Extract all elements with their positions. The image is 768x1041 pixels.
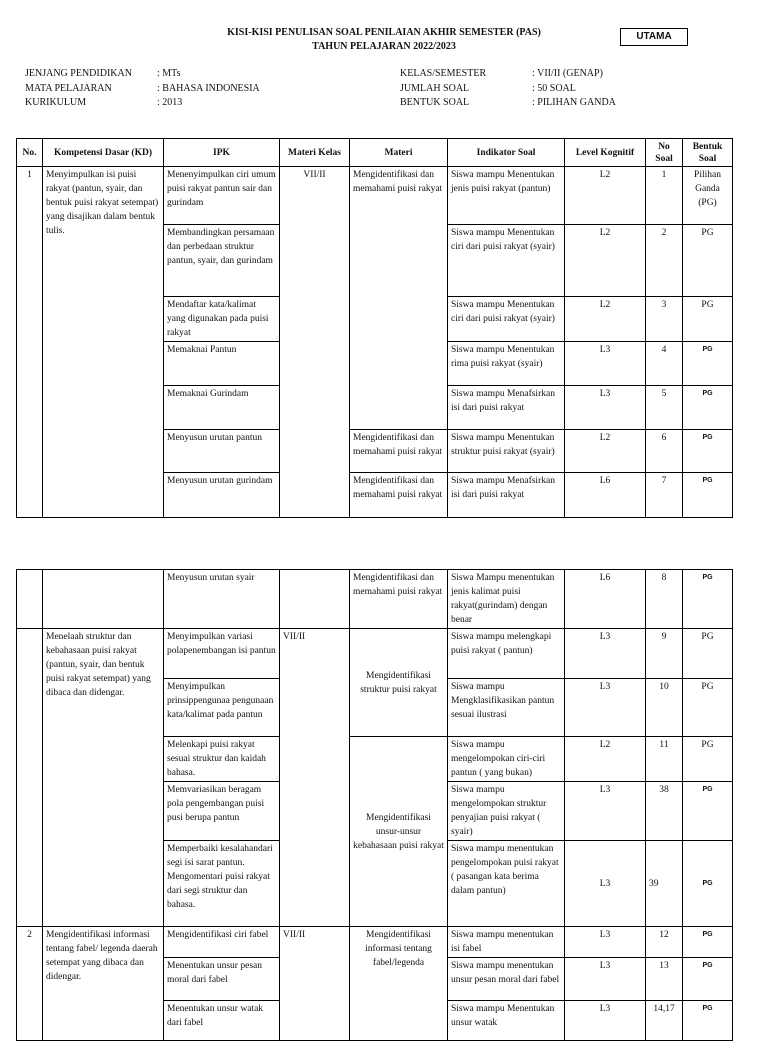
level-cell: L3 [565, 841, 646, 927]
kelas-cell [280, 570, 350, 629]
level-cell: L6 [565, 570, 646, 629]
ipk-cell: Menenyimpulkan ciri umum puisi rakyat pantun sair dan gurindam [164, 167, 280, 225]
indikator-cell: Siswa mampu menentukan unsur pesan moral dari fabel [448, 958, 565, 1001]
row-number [17, 570, 43, 629]
no-soal-cell: 39 [646, 841, 683, 927]
bentuk-cell: Pilihan Ganda (PG) [683, 167, 733, 225]
indikator-cell: Siswa mampu mengelompokan ciri-ciri pantun ( yang bukan) [448, 737, 565, 782]
ipk-cell: Mengidentifikasi ciri fabel [164, 927, 280, 958]
meta-label: JENJANG PENDIDIKAN [25, 68, 132, 79]
level-cell: L3 [565, 629, 646, 679]
ipk-cell: Menentukan unsur pesan moral dari fabel [164, 958, 280, 1001]
no-soal-cell: 6 [646, 430, 683, 473]
meta-value: : PILIHAN GANDA [532, 97, 616, 108]
meta-value: : 2013 [157, 97, 183, 108]
no-soal-cell: 10 [646, 679, 683, 737]
level-cell: L2 [565, 737, 646, 782]
no-soal-cell: 11 [646, 737, 683, 782]
indikator-cell: Siswa mampu Menentukan rima puisi rakyat (syair) [448, 342, 565, 386]
no-soal-cell: 12 [646, 927, 683, 958]
meta-value: : MTs [157, 68, 181, 79]
no-soal-cell: 14,17 [646, 1001, 683, 1041]
indikator-cell: Siswa mampu Menentukan struktur puisi rakyat (syair) [448, 430, 565, 473]
kd-cell: Menelaah struktur dan kebahasaan puisi rakyat (pantun, syair, dan bentuk puisi rakyat setempat) yang dibaca dan didengar. [43, 629, 164, 927]
indikator-cell: Siswa mampu Menafsirkan isi dari puisi rakyat [448, 386, 565, 430]
materi-cell: Mengidentifikasi dan memahami puisi rakyat [350, 473, 448, 518]
table-header-row [17, 139, 733, 167]
bentuk-cell: PG [683, 629, 733, 679]
materi-cell: Mengidentifikasi dan memahami puisi rakyat [350, 430, 448, 473]
materi-cell: Mengidentifikasi dan memahami puisi rakyat [350, 167, 448, 430]
kelas-cell: VII/II [280, 927, 350, 1041]
no-soal-cell: 2 [646, 225, 683, 297]
bentuk-cell: PG [683, 473, 733, 518]
no-soal-cell: 4 [646, 342, 683, 386]
col-header: Kompetensi Dasar (KD) [43, 139, 164, 167]
bentuk-cell: PG [683, 927, 733, 958]
col-header: No Soal [646, 139, 683, 167]
col-header: Materi [350, 139, 448, 167]
col-header: Level Kognitif [565, 139, 646, 167]
meta-row [25, 96, 260, 111]
ipk-cell: Menyimpulkan variasi polapenembangan isi pantun [164, 629, 280, 679]
bentuk-cell: PG [683, 958, 733, 1001]
bentuk-cell: PG [683, 782, 733, 841]
materi-cell: Mengidentifikasi struktur puisi rakyat [350, 629, 448, 737]
meta-label: BENTUK SOAL [400, 97, 470, 108]
indikator-cell: Siswa mampu menentukan isi fabel [448, 927, 565, 958]
row-number: 1 [17, 167, 43, 518]
bentuk-cell: PG [683, 297, 733, 342]
level-cell: L2 [565, 430, 646, 473]
materi-cell: Mengidentifikasi unsur-unsur kebahasaan puisi rakyat [350, 737, 448, 927]
ipk-cell: Menyusun urutan pantun [164, 430, 280, 473]
kd-cell: Menyimpulkan isi puisi rakyat (pantun, syair, dan bentuk puisi rakyat setempat) yang disajikan dalam bentuk tulis. [43, 167, 164, 518]
level-cell: L3 [565, 342, 646, 386]
meta-label: KURIKULUM [25, 97, 87, 108]
bentuk-cell: PG [683, 225, 733, 297]
level-cell: L3 [565, 679, 646, 737]
meta-left [25, 67, 260, 111]
ipk-cell: Menentukan unsur watak dari fabel [164, 1001, 280, 1041]
blueprint-table-2 [16, 569, 733, 1041]
indikator-cell: Siswa Mampu menentukan jenis kalimat puisi rakyat(gurindam) dengan benar [448, 570, 565, 629]
bentuk-cell: PG [683, 570, 733, 629]
meta-label: JUMLAH SOAL [400, 82, 470, 94]
bentuk-cell: PG [683, 342, 733, 386]
level-cell: L3 [565, 927, 646, 958]
meta-value: : 50 SOAL [532, 82, 576, 94]
bentuk-cell: PG [683, 737, 733, 782]
ipk-cell: Menyimpulkan prinsippengunaa pengunaan kata/kalimat pada pantun [164, 679, 280, 737]
col-header: No. [17, 139, 43, 167]
no-soal-cell: 9 [646, 629, 683, 679]
bentuk-cell: PG [683, 430, 733, 473]
col-header: Bentuk Soal [683, 139, 733, 167]
no-soal-cell: 7 [646, 473, 683, 518]
no-soal-cell: 13 [646, 958, 683, 1001]
ipk-cell: Memvariasikan beragam pola pengembangan puisi pusi berupa pantun [164, 782, 280, 841]
indikator-cell: Siswa mampu menentukan pengelompokan puisi rakyat ( pasangan kata berima dalam pantun) [448, 841, 565, 927]
bentuk-cell: PG [683, 841, 733, 927]
blueprint-table-1 [16, 138, 733, 518]
bentuk-cell: PG [683, 1001, 733, 1041]
indikator-cell: Siswa mampu Mengklasifikasikan pantun sesuai ilustrasi [448, 679, 565, 737]
level-cell: L2 [565, 167, 646, 225]
level-cell: L6 [565, 473, 646, 518]
col-header: Indikator Soal [448, 139, 565, 167]
col-header: IPK [164, 139, 280, 167]
title-line-1: KISI-KISI PENULISAN SOAL PENILAIAN AKHIR SEMESTER (PAS) [227, 27, 541, 38]
level-cell: L3 [565, 958, 646, 1001]
table-row [17, 629, 733, 679]
indikator-cell: Siswa mampu melengkapi puisi rakyat ( pantun) [448, 629, 565, 679]
meta-row [400, 96, 616, 111]
indikator-cell: Siswa mampu Menentukan unsur watak [448, 1001, 565, 1041]
indikator-cell: Siswa mampu Menafsirkan isi dari puisi rakyat [448, 473, 565, 518]
level-cell: L2 [565, 297, 646, 342]
meta-value: : BAHASA INDONESIA [157, 82, 260, 94]
ipk-cell: Memperbaiki kesalahandari segi isi sarat pantun. Mengomentari puisi rakyat dari segi struktur dan bahasa. [164, 841, 280, 927]
no-soal-cell: 8 [646, 570, 683, 629]
bentuk-cell: PG [683, 679, 733, 737]
meta-right [400, 67, 616, 111]
kelas-cell: VII/II [280, 167, 350, 518]
kd-cell [43, 570, 164, 629]
meta-row [25, 67, 260, 82]
kelas-cell: VII/II [280, 629, 350, 927]
table-row [17, 167, 733, 225]
table-row [17, 927, 733, 958]
meta-label: KELAS/SEMESTER [400, 68, 487, 79]
level-cell: L2 [565, 225, 646, 297]
level-cell: L3 [565, 782, 646, 841]
ipk-cell: Menyusun urutan gurindam [164, 473, 280, 518]
ipk-cell: Membandingkan persamaan dan perbedaan struktur pantun, syair, dan gurindam [164, 225, 280, 297]
meta-label: MATA PELAJARAN [25, 82, 112, 94]
ipk-cell: Menyusun urutan syair [164, 570, 280, 629]
col-header: Materi Kelas [280, 139, 350, 167]
indikator-cell: Siswa mampu Menentukan ciri dari puisi rakyat (syair) [448, 225, 565, 297]
meta-row [400, 82, 616, 97]
indikator-cell: Siswa mampu Menentukan jenis puisi rakyat (pantun) [448, 167, 565, 225]
row-number [17, 629, 43, 927]
level-cell: L3 [565, 1001, 646, 1041]
title-line-2: TAHUN PELAJARAN 2022/2023 [312, 41, 456, 52]
materi-cell: Mengidentifikasi dan memahami puisi rakyat [350, 570, 448, 629]
table-row [17, 570, 733, 629]
meta-row [25, 82, 260, 97]
meta-row [400, 67, 616, 82]
meta-value: : VII/II (GENAP) [532, 68, 603, 79]
no-soal-cell: 38 [646, 782, 683, 841]
row-number: 2 [17, 927, 43, 1041]
kd-cell: Mengidentifikasi informasi tentang fabel/ legenda daerah setempat yang dibaca dan didengar. [43, 927, 164, 1041]
no-soal-cell: 3 [646, 297, 683, 342]
materi-cell: Mengidentifikasi informasi tentang fabel/legenda [350, 927, 448, 1041]
indikator-cell: Siswa mampu Menentukan ciri dari puisi rakyat (syair) [448, 297, 565, 342]
level-cell: L3 [565, 386, 646, 430]
no-soal-cell: 1 [646, 167, 683, 225]
bentuk-cell: PG [683, 386, 733, 430]
version-tag: UTAMA [620, 28, 688, 46]
ipk-cell: Melenkapi puisi rakyat sesuai struktur dan kaidah bahasa. [164, 737, 280, 782]
ipk-cell: Mendaftar kata/kalimat yang digunakan pada puisi rakyat [164, 297, 280, 342]
no-soal-cell: 5 [646, 386, 683, 430]
ipk-cell: Memaknai Gurindam [164, 386, 280, 430]
ipk-cell: Memaknai Pantun [164, 342, 280, 386]
indikator-cell: Siswa mampu mengelompokan struktur penyajian puisi rakyat ( syair) [448, 782, 565, 841]
